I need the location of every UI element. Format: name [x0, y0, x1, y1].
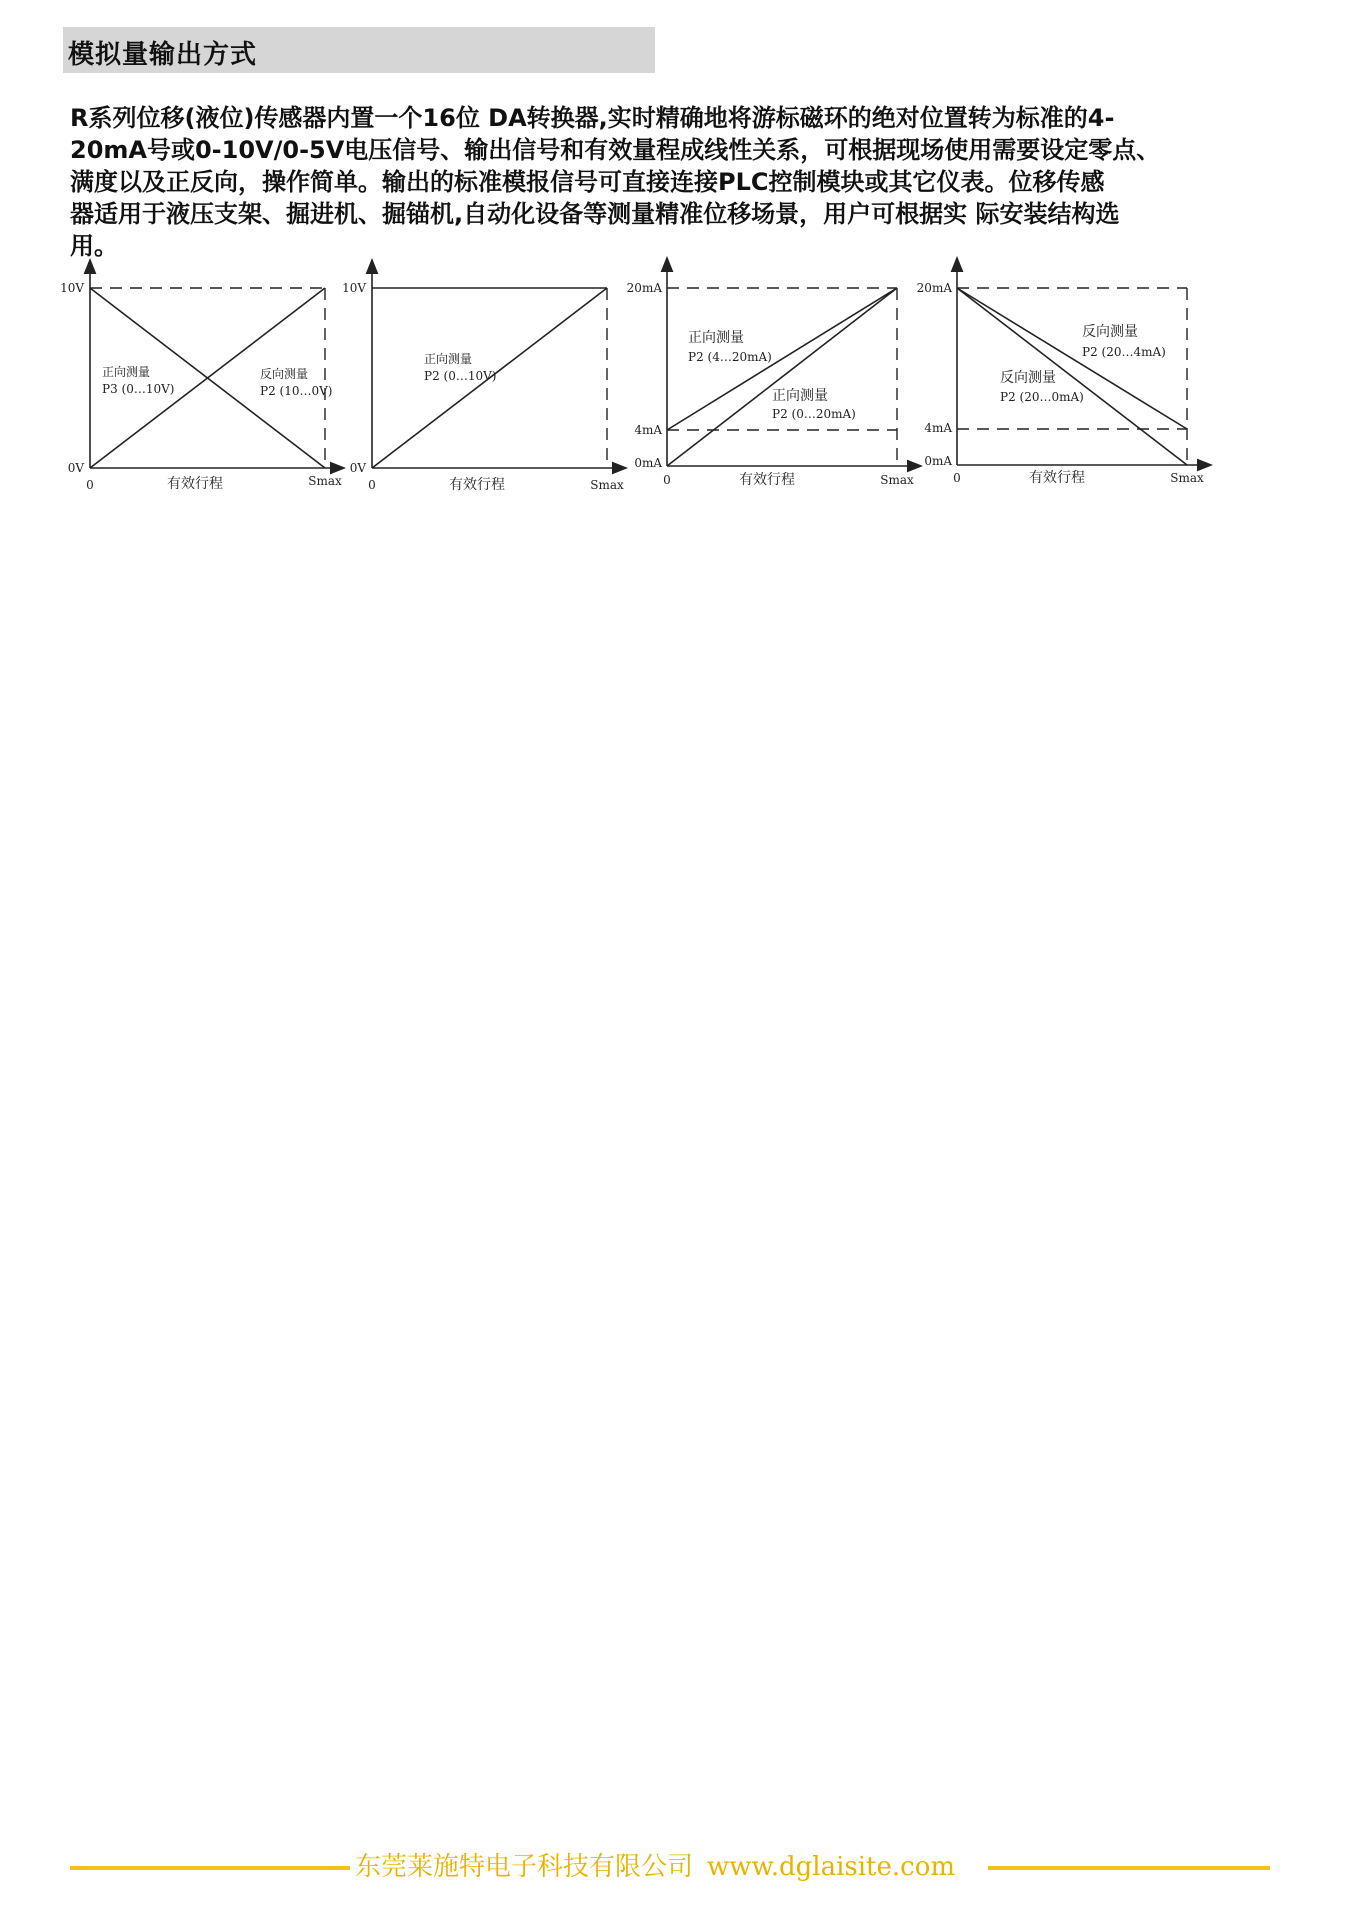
- intro-line: 满度以及正反向，操作简单。输出的标准模报信号可直接连接PLC控制模块或其它仪表。位移传感: [70, 168, 1105, 196]
- x-axis-caption: 有效行程: [449, 477, 505, 493]
- y-tick-top: 20mA: [916, 281, 952, 295]
- forward-range-label: P2 (0…10V): [424, 369, 497, 383]
- x-tick-origin: 0: [953, 471, 961, 485]
- y-tick-bottom: 0V: [67, 461, 84, 475]
- range-0-20ma: P2 (0…20mA): [772, 407, 856, 421]
- label-20-0ma: 反向测量: [1000, 370, 1056, 386]
- range-20-0ma: P2 (20…0mA): [1000, 390, 1084, 404]
- curve-0-20ma: [667, 288, 897, 466]
- x-tick-smax: Smax: [880, 473, 914, 487]
- reverse-range-label: P2 (10…0V): [260, 384, 333, 398]
- y-tick-top: 10V: [342, 281, 366, 295]
- intro-line: R系列位移(液位)传感器内置一个16位 DA转换器,实时精确地将游标磁环的绝对位置转为标准的4-: [70, 104, 1115, 132]
- intro-paragraph: [70, 102, 1270, 262]
- forward-label: 正向测量: [102, 365, 151, 379]
- y-tick-mid: 4mA: [634, 423, 662, 437]
- intro-line: 器适用于液压支架、掘进机、掘锚机,自动化设备等测量精准位移场景，用户可根据实 际安装结构选: [70, 200, 1120, 228]
- y-tick-bottom: 0mA: [924, 454, 952, 468]
- x-tick-origin: 0: [86, 478, 94, 492]
- x-tick-smax: Smax: [1170, 471, 1204, 485]
- intro-line: 20mA号或0-10V/0-5V电压信号、输出信号和有效量程成线性关系，可根据现场使用需要设定零点、: [70, 136, 1161, 164]
- footer-rule-right: [988, 1866, 1270, 1870]
- y-tick-top: 20mA: [626, 281, 662, 295]
- x-tick-origin: 0: [368, 478, 376, 492]
- y-tick-bottom: 0mA: [634, 456, 662, 470]
- label-0-20ma: 正向测量: [772, 388, 828, 404]
- section-header: [63, 27, 655, 73]
- y-tick-top: 10V: [60, 281, 84, 295]
- footer-text: [355, 1846, 955, 1883]
- curve-20-0ma: [957, 288, 1187, 465]
- reverse-label: 反向测量: [260, 367, 309, 381]
- forward-label: 正向测量: [424, 352, 473, 366]
- x-axis-caption: 有效行程: [1029, 470, 1085, 486]
- x-axis-caption: 有效行程: [167, 476, 223, 492]
- range-4-20ma: P2 (4…20mA): [688, 350, 772, 364]
- x-tick-origin: 0: [663, 473, 671, 487]
- intro-line: 用。: [70, 232, 118, 260]
- diagram-current-fwd: [622, 258, 922, 498]
- x-tick-smax: Smax: [308, 474, 342, 488]
- x-axis-caption: 有效行程: [739, 472, 795, 488]
- diagram-voltage-fwd-rev: [50, 258, 350, 498]
- diagram-current-rev: [912, 258, 1212, 498]
- footer-company: 东莞莱施特电子科技有限公司: [355, 1852, 694, 1882]
- label-20-4ma: 反向测量: [1082, 324, 1138, 340]
- diagram-voltage-fwd: [332, 258, 632, 498]
- footer-url-link[interactable]: www.dglaisite.com: [707, 1852, 956, 1882]
- footer-rule-left: [70, 1866, 350, 1870]
- x-tick-smax: Smax: [590, 478, 624, 492]
- y-tick-bottom: 0V: [349, 461, 366, 475]
- forward-range-label: P3 (0…10V): [102, 382, 175, 396]
- y-tick-mid: 4mA: [924, 421, 952, 435]
- range-20-4ma: P2 (20…4mA): [1082, 345, 1166, 359]
- label-4-20ma: 正向测量: [688, 330, 744, 346]
- section-title: 模拟量输出方式: [68, 40, 258, 70]
